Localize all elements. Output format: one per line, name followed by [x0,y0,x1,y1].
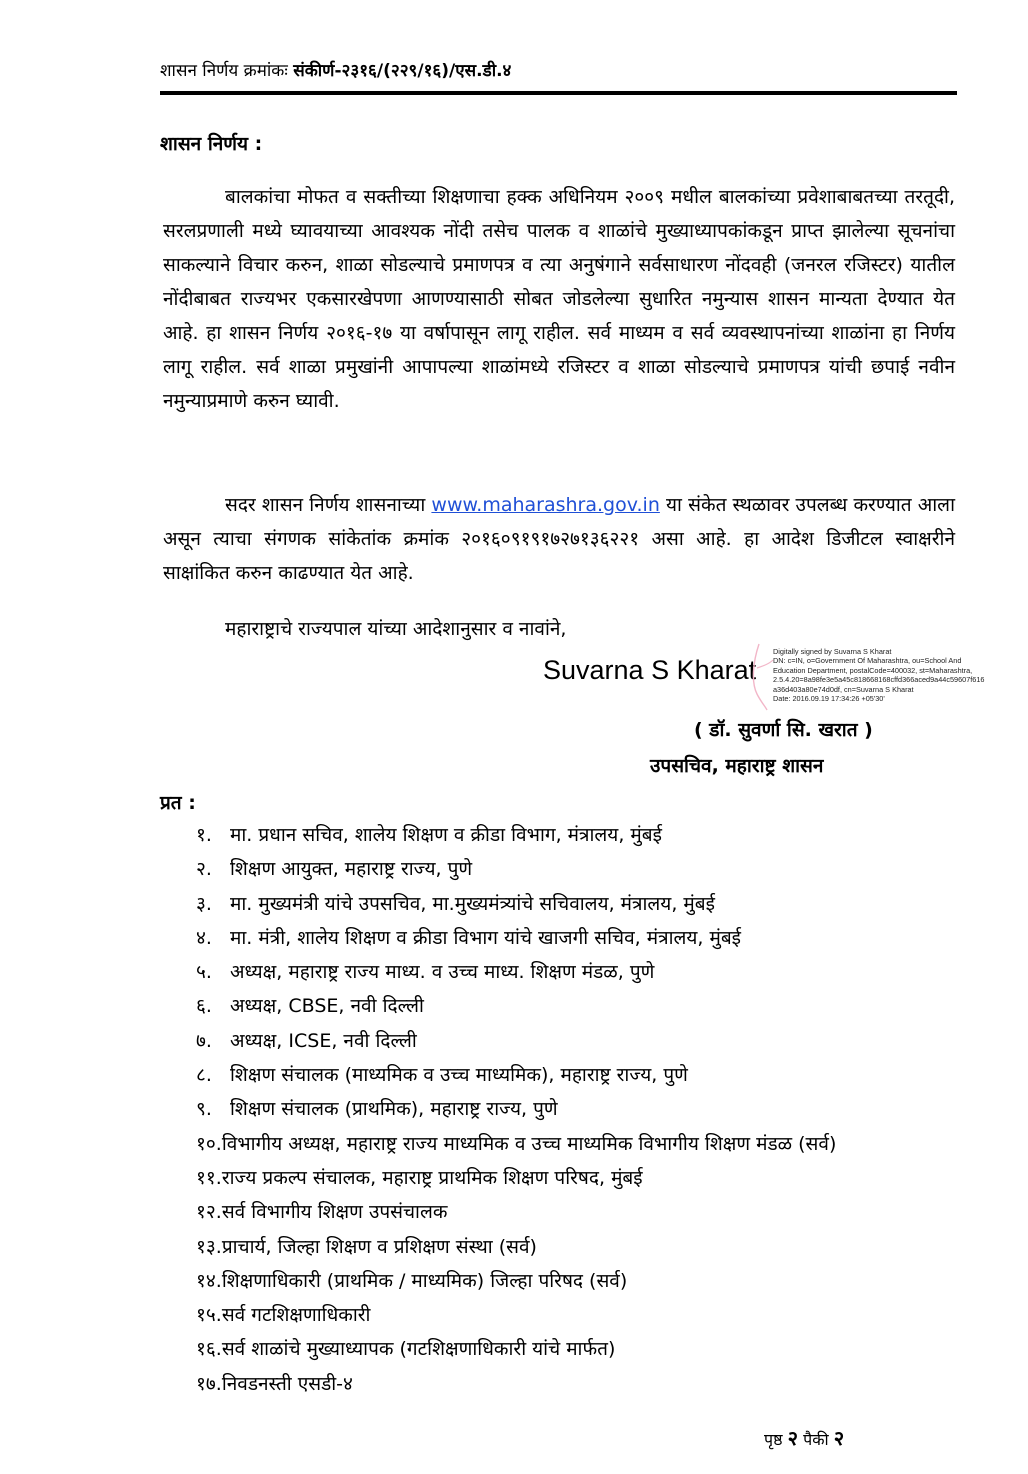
item-number: १६. [196,1338,222,1361]
item-number: ७. [196,1029,212,1052]
page-header [160,58,956,84]
item-text: निवडनस्ती एसडी-४ [221,1372,353,1395]
list-item [196,955,836,989]
list-item [196,1367,836,1401]
item-text: प्राचार्य, जिल्हा शिक्षण व प्रशिक्षण संस्था (सर्व) [221,1235,537,1258]
item-number: १३. [196,1235,222,1258]
item-number: १०. [196,1132,222,1155]
list-item [196,989,836,1023]
copy-to-list [196,818,836,1401]
signature-detail-line: 2.5.4.20=8a98fe3e5a45c818668168cffd366aced9a44c59607f616 [773,675,985,685]
list-item [196,1332,836,1366]
page-number-prefix: पृष्ठ [764,1430,783,1449]
signature-detail-line: Education Department, postalCode=400032, st=Maharashtra, [773,665,973,675]
item-number: ४. [196,926,212,949]
item-text: सर्व विभागीय शिक्षण उपसंचालक [221,1201,448,1224]
header-rule [160,91,957,95]
item-text: मा. मुख्यमंत्री यांचे उपसचिव, मा.मुख्यमंत्र्यांचे सचिवालय, मंत्रालय, मुंबई [230,892,715,915]
item-text: मा. प्रधान सचिव, शालेय शिक्षण व क्रीडा विभाग, मंत्रालय, मुंबई [230,824,662,846]
list-item [196,818,836,852]
item-number: १५. [196,1304,222,1327]
item-text: शिक्षण आयुक्त, महाराष्ट्र राज्य, पुणे [230,858,473,881]
list-item [196,1230,836,1264]
item-text: मा. मंत्री, शालेय शिक्षण व क्रीडा विभाग यांचे खाजगी सचिव, मंत्रालय, मुंबई [230,926,742,949]
signature-detail-line: Date: 2016.09.19 17:34:26 +05'30' [773,694,885,704]
paragraph-decision: बालकांचा मोफत व सक्तीच्या शिक्षणाचा हक्क अधिनियम २००९ मधील बालकांच्या प्रवेशाबाबतच्या तरतूदी, सरलप्रणाली मध्ये घ्यावयाच्या आवश्यक नोंदी तसेच पालक व शाळांचे मुख्याध्यापकांकडून प्राप्त झालेल्या सूचनांचा साकल्याने विचार करुन, शाळा सोडल्याचे प्रमाणपत्र व त्या अनुषंगाने सर्वसाधारण नोंदवही (जनरल रजिस्टर) यातील नोंदीबाबत राज्यभर एकसारखेपणा आणण्यासाठी सोबत जोडलेल्या सुधारित नमुन्यास शासन मान्यता देण्यात येत आहे. हा शासन निर्णय २०१६-१७ या वर्षापासून लागू राहील. सर्व माध्यम व सर्व व्यवस्थापनांच्या शाळांना हा निर्णय लागू राहील. सर्व शाळा प्रमुखांनी आपापल्या शाळांमध्ये रजिस्टर व शाळा सोडल्याचे प्रमाणपत्र यांची छपाई नवीन नमुन्याप्रमाणे करुन घ्यावी. [163,186,955,412]
paragraph-order: महाराष्ट्राचे राज्यपाल यांच्या आदेशानुसार व नावांने, [225,618,567,640]
section-title: शासन निर्णय : [160,133,263,155]
paragraph-website-end: या संकेत स्थळावर उपलब्ध करण्यात आला असून त्याचा संगणक सांकेतांक क्रमांक २०१६०९१९१७२७१३६२२१ असा आहे. हा आदेश डिजीटल स्वाक्षरीने साक्षांकित करुन काढण्यात येत आहे. [163,494,955,584]
digital-signature-name: Suvarna S Kharat [543,655,757,685]
list-item [196,887,836,921]
page-number [764,1424,844,1451]
copy-to-label: प्रत : [160,792,196,814]
officer-name: ( डॉ. सुवर्णा सि. खरात ) [694,719,873,741]
page-number-current: २ [787,1426,799,1450]
item-number: ९. [196,1098,212,1121]
item-text: सर्व शाळांचे मुख्याध्यापक (गटशिक्षणाधिकारी यांचे मार्फत) [221,1338,616,1361]
signature-details [773,647,1003,703]
list-item [196,1298,836,1332]
list-item [196,1058,836,1092]
paragraph-website-start: सदर शासन निर्णय शासनाच्या [225,494,432,516]
list-item [196,921,836,955]
item-number: ३. [196,892,212,915]
item-text: अध्यक्ष, CBSE, नवी दिल्ली [230,995,424,1018]
list-item [196,1264,836,1298]
item-number: १. [196,824,212,846]
list-item [196,1092,836,1126]
page-number-middle: पैकी [803,1430,829,1449]
list-item [196,1161,836,1195]
website-link[interactable]: www.maharashra.gov.in [431,494,660,516]
list-item [196,1024,836,1058]
list-item [196,1127,836,1161]
item-text: विभागीय अध्यक्ष, महाराष्ट्र राज्य माध्यमिक व उच्च माध्यमिक विभागीय शिक्षण मंडळ (सर्व) [221,1132,837,1155]
item-number: १२. [196,1201,222,1224]
item-number: १७. [196,1372,222,1395]
item-text: अध्यक्ष, ICSE, नवी दिल्ली [230,1029,417,1052]
item-number: २. [196,858,212,881]
item-text: सर्व गटशिक्षणाधिकारी [221,1304,371,1327]
header-label: शासन निर्णय क्रमांकः [160,61,288,81]
signature-detail-line: a36d403a80e74d0df, cn=Suvarna S Kharat [773,684,914,694]
signature-detail-line: Digitally signed by Suvarna S Kharat [773,647,892,656]
item-number: ११. [196,1166,222,1189]
item-text: शिक्षणाधिकारी (प्राथमिक / माध्यमिक) जिल्हा परिषद (सर्व) [221,1269,628,1292]
officer-title: उपसचिव, महाराष्ट्र शासन [650,755,824,777]
item-number: ५. [196,961,212,984]
item-number: १४. [196,1269,222,1292]
signature-detail-line: DN: c=IN, o=Government Of Maharashtra, ou=School And [773,656,962,666]
item-number: ६. [196,995,212,1018]
item-text: अध्यक्ष, महाराष्ट्र राज्य माध्य. व उच्च माध्य. शिक्षण मंडळ, पुणे [230,961,655,984]
signature-check-icon [745,642,775,712]
gr-number: संकीर्ण-२३१६/(२२९/१६)/एस.डी.४ [293,61,512,81]
item-text: शिक्षण संचालक (प्राथमिक), महाराष्ट्र राज्य, पुणे [230,1098,558,1121]
item-number: ८. [196,1064,212,1087]
list-item [196,852,836,886]
item-text: शिक्षण संचालक (माध्यमिक व उच्च माध्यमिक), महाराष्ट्र राज्य, पुणे [230,1064,688,1087]
item-text: राज्य प्रकल्प संचालक, महाराष्ट्र प्राथमिक शिक्षण परिषद, मुंबई [221,1166,643,1189]
list-item [196,1195,836,1229]
paragraph-website [163,488,955,590]
page-number-total: २ [833,1426,845,1450]
